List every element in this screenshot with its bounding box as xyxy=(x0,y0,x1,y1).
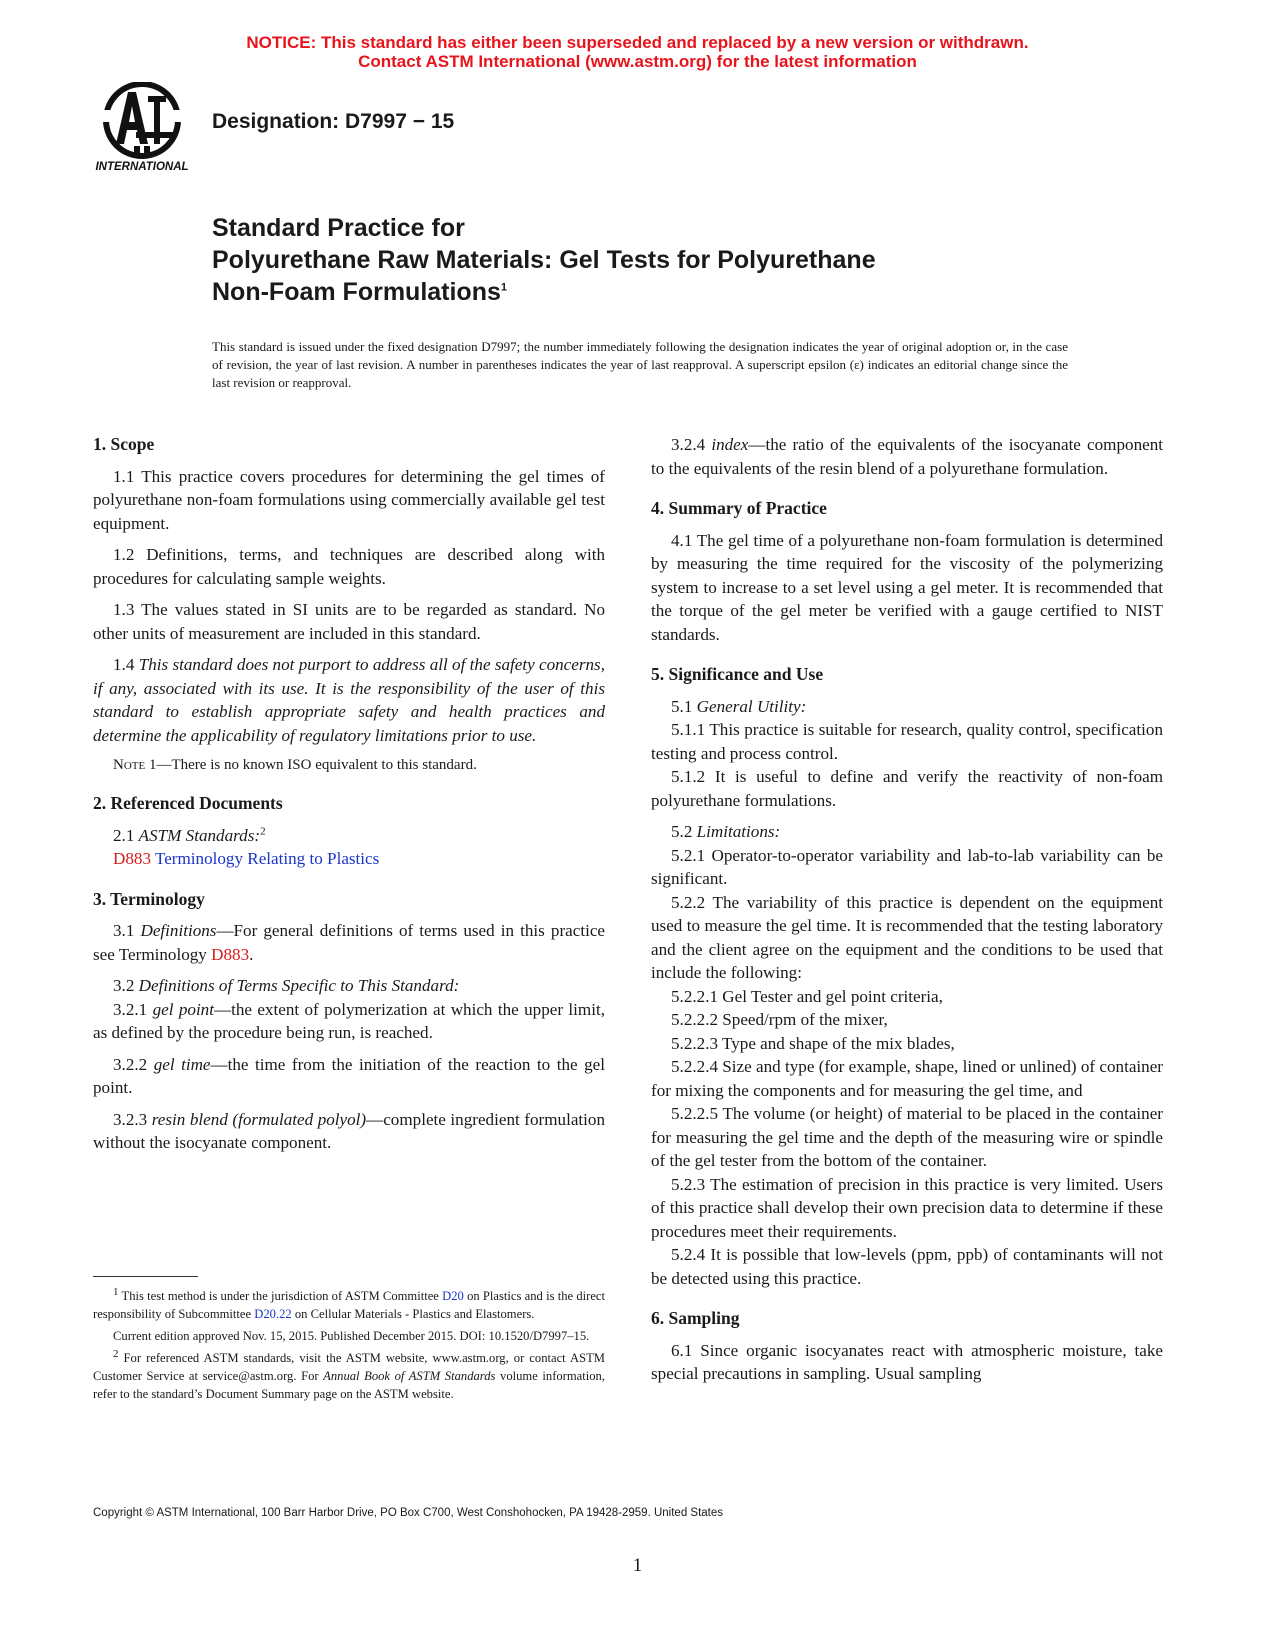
footnote-1-text-a: This test method is under the jurisdiction of ASTM Committee xyxy=(121,1289,439,1303)
para-5-2-4: 5.2.4 It is possible that low-levels (ppm, ppb) of contaminants will not be detected using this practice. xyxy=(651,1245,1163,1288)
para-3-2-4-number: 3.2.4 xyxy=(671,435,706,454)
footnote-2 xyxy=(93,1349,605,1403)
ref-code-link[interactable]: D883 xyxy=(113,849,151,868)
para-2-1 xyxy=(93,824,605,848)
section-6-heading: 6. Sampling xyxy=(651,1308,740,1328)
para-3-2-term: Definitions of Terms Specific to This Standard: xyxy=(138,976,460,995)
para-5-2-2-5: 5.2.2.5 The volume (or height) of material to be placed in the container for measuring the gel time and the depth of the measuring wire or spindle of the gel tester from the bottom of the container. xyxy=(651,1104,1163,1170)
para-5-2-number: 5.2 xyxy=(671,822,693,841)
section-2-heading: 2. Referenced Documents xyxy=(93,793,283,813)
para-5-2-2-4: 5.2.2.4 Size and type (for example, shape, lined or unlined) of container for mixing the components and for measuring the gel time, and xyxy=(651,1057,1163,1100)
para-3-2 xyxy=(93,974,605,998)
note-1 xyxy=(93,755,605,775)
title-line-3-text: Non-Foam Formulations xyxy=(212,278,501,306)
d883-link[interactable]: D883 xyxy=(211,944,250,964)
para-5-2 xyxy=(651,820,1163,844)
para-3-1-number: 3.1 xyxy=(113,921,135,940)
footnote-1 xyxy=(93,1287,605,1323)
section-4-heading: 4. Summary of Practice xyxy=(651,498,827,518)
footnote-1-mark: 1 xyxy=(113,1285,119,1298)
para-6-1: 6.1 Since organic isocyanates react with atmospheric moisture, take special precautions in sampling. Usual sampling xyxy=(651,1340,1163,1383)
designation: Designation: D7997 − 15 xyxy=(212,110,455,133)
left-column xyxy=(93,433,605,1163)
para-3-2-2 xyxy=(93,1053,605,1100)
note-label: Note xyxy=(113,757,146,773)
title-footnote-mark: 1 xyxy=(500,281,508,294)
note-text: 1—There is no known ISO equivalent to this standard. xyxy=(148,757,477,773)
notice-line-2: Contact ASTM International (www.astm.org) for the latest information xyxy=(358,52,917,71)
para-3-2-3-text: —complete ingredient formulation without the isocyanate component. xyxy=(93,1109,606,1152)
title-line-2: Polyurethane Raw Materials: Gel Tests for Polyurethane xyxy=(212,246,876,274)
para-5-1-term: General Utility: xyxy=(696,696,807,716)
footnote-2-ref: 2 xyxy=(260,824,266,837)
footnote-2-text-a: For referenced ASTM standards, visit the ASTM website, www.astm.org, or contact ASTM Customer Service at service@astm.org. For xyxy=(93,1351,605,1383)
para-3-2-2-term: gel time xyxy=(153,1054,211,1074)
para-1-4-text: This standard does not purport to address all of the safety concerns, if any, associated with its use. It is the responsibility of the user of this standard to establish appropriate safety and health practices and determine the applicability of regulatory limitations prior to use. xyxy=(93,655,605,745)
withdrawn-notice xyxy=(0,33,1275,71)
astm-logo xyxy=(90,82,194,174)
para-5-2-2-2: 5.2.2.2 Speed/rpm of the mixer, xyxy=(671,1010,888,1029)
para-1-4-number: 1.4 xyxy=(113,655,135,674)
para-1-4 xyxy=(93,653,605,747)
para-5-2-term: Limitations: xyxy=(696,822,781,841)
right-column xyxy=(651,433,1163,1394)
para-5-1-1: 5.1.1 This practice is suitable for research, quality control, specification testing and process control. xyxy=(651,720,1163,763)
para-3-1-term: Definitions xyxy=(140,921,217,940)
para-5-2-2-1: 5.2.2.1 Gel Tester and gel point criteria, xyxy=(671,986,943,1006)
para-3-2-1 xyxy=(93,998,605,1045)
subcommittee-d20-22-link[interactable]: D20.22 xyxy=(254,1307,292,1321)
para-5-2-2-3: 5.2.2.3 Type and shape of the mix blades, xyxy=(671,1033,955,1053)
para-3-1: 3.1 Definitions—For general definitions of terms used in this practice see Terminology D883. xyxy=(93,921,605,964)
para-5-1 xyxy=(651,695,1163,719)
para-3-2-2-number: 3.2.2 xyxy=(113,1054,148,1074)
section-1-heading: 1. Scope xyxy=(93,434,155,454)
para-5-2-2: 5.2.2 The variability of this practice is dependent on the equipment used to measure the gel time. It is recommended that the testing laboratory and the client agree on the equipment and the conditions to be used that include the following: xyxy=(651,892,1163,982)
footnote-divider xyxy=(93,1276,198,1277)
title-line-3 xyxy=(212,276,1112,308)
footnote-edition: Current edition approved Nov. 15, 2015. Published December 2015. DOI: 10.1520/D7997–15. xyxy=(113,1329,590,1343)
para-1-1: 1.1 This practice covers procedures for determining the gel times of polyurethane non-foam formulations using commercially available gel test equipment. xyxy=(93,466,605,533)
referenced-document-d883 xyxy=(93,847,605,871)
para-5-2-1: 5.2.1 Operator-to-operator variability and lab-to-lab variability can be significant. xyxy=(651,845,1163,888)
para-5-2-3: 5.2.3 The estimation of precision in this practice is very limited. Users of this practice shall develop their own precision data to determine if these procedures meet their requirements. xyxy=(651,1174,1163,1241)
logo-international-text: INTERNATIONAL xyxy=(95,161,189,173)
committee-d20-link[interactable]: D20 xyxy=(442,1289,464,1303)
footnotes xyxy=(93,1287,605,1407)
footnote-1-text-b: on Plastics and is the direct responsibility of Subcommittee xyxy=(93,1289,605,1321)
section-5-heading: 5. Significance and Use xyxy=(651,664,824,684)
para-3-2-3-number: 3.2.3 xyxy=(113,1109,148,1129)
para-3-2-4-text: —the ratio of the equivalents of the isocyanate component to the equivalents of the resin blend of a polyurethane formulation. xyxy=(651,435,1163,478)
para-3-2-4 xyxy=(651,433,1163,480)
issue-note: This standard is issued under the fixed designation D7997; the number immediately following the designation indicates the year of original adoption or, in the case of revision, the year of last revision. A number in parentheses indicates the year of last reapproval. A superscript epsilon (ε) indicates an editorial change since the last revision or reapproval. xyxy=(212,339,1068,390)
document-title xyxy=(212,212,1112,308)
para-3-2-1-number: 3.2.1 xyxy=(113,999,148,1019)
ref-title-link[interactable]: Terminology Relating to Plastics xyxy=(154,849,380,868)
para-4-1: 4.1 The gel time of a polyurethane non-foam formulation is determined by measuring the time required for the viscosity of the polymerizing system to increase to a set level using a gel meter. It is recommended that the torque of the gel meter be verified with a gauge certified to NIST standards. xyxy=(651,530,1163,644)
footnote-2-text-b: volume information, refer to the standard’s Document Summary page on the ASTM website. xyxy=(93,1369,605,1401)
para-3-2-1-term: gel point xyxy=(152,999,214,1019)
notice-line-1: NOTICE: This standard has either been superseded and replaced by a new version or withdrawn. xyxy=(246,33,1029,52)
footnote-2-italic: Annual Book of ASTM Standards xyxy=(323,1369,496,1383)
footnote-1-text-c: on Cellular Materials - Plastics and Elastomers. xyxy=(294,1307,535,1321)
page-number: 1 xyxy=(632,1555,643,1576)
para-3-1-text: —For general definitions of terms used in this practice see Terminology xyxy=(93,921,605,964)
para-3-2-2-text: —the time from the initiation of the reaction to the gel point. xyxy=(93,1054,605,1097)
astm-logo-mark xyxy=(90,82,194,174)
para-1-3: 1.3 The values stated in SI units are to be regarded as standard. No other units of measurement are included in this standard. xyxy=(93,600,605,643)
copyright-line: Copyright © ASTM International, 100 Barr Harbor Drive, PO Box C700, West Conshohocken, PA 19428-2959. United States xyxy=(93,1507,724,1519)
para-2-1-number: 2.1 xyxy=(113,825,135,845)
para-5-1-number: 5.1 xyxy=(671,696,693,716)
para-3-2-number: 3.2 xyxy=(113,976,135,995)
para-3-2-3-term: resin blend (formulated polyol) xyxy=(151,1109,367,1129)
para-3-2-4-term: index xyxy=(711,435,749,454)
section-3-heading: 3. Terminology xyxy=(93,888,205,909)
footnote-2-mark: 2 xyxy=(113,1347,119,1360)
para-1-2: 1.2 Definitions, terms, and techniques are described along with procedures for calculating sample weights. xyxy=(93,545,605,588)
para-2-1-term: ASTM Standards: xyxy=(138,825,261,845)
para-3-2-3 xyxy=(93,1108,605,1155)
title-line-1: Standard Practice for xyxy=(212,214,465,242)
para-3-2-1-text: —the extent of polymerization at which the upper limit, as defined by the procedure being run, is reached. xyxy=(93,999,605,1042)
para-5-1-2: 5.1.2 It is useful to define and verify the reactivity of non-foam polyurethane formulations. xyxy=(651,767,1163,810)
